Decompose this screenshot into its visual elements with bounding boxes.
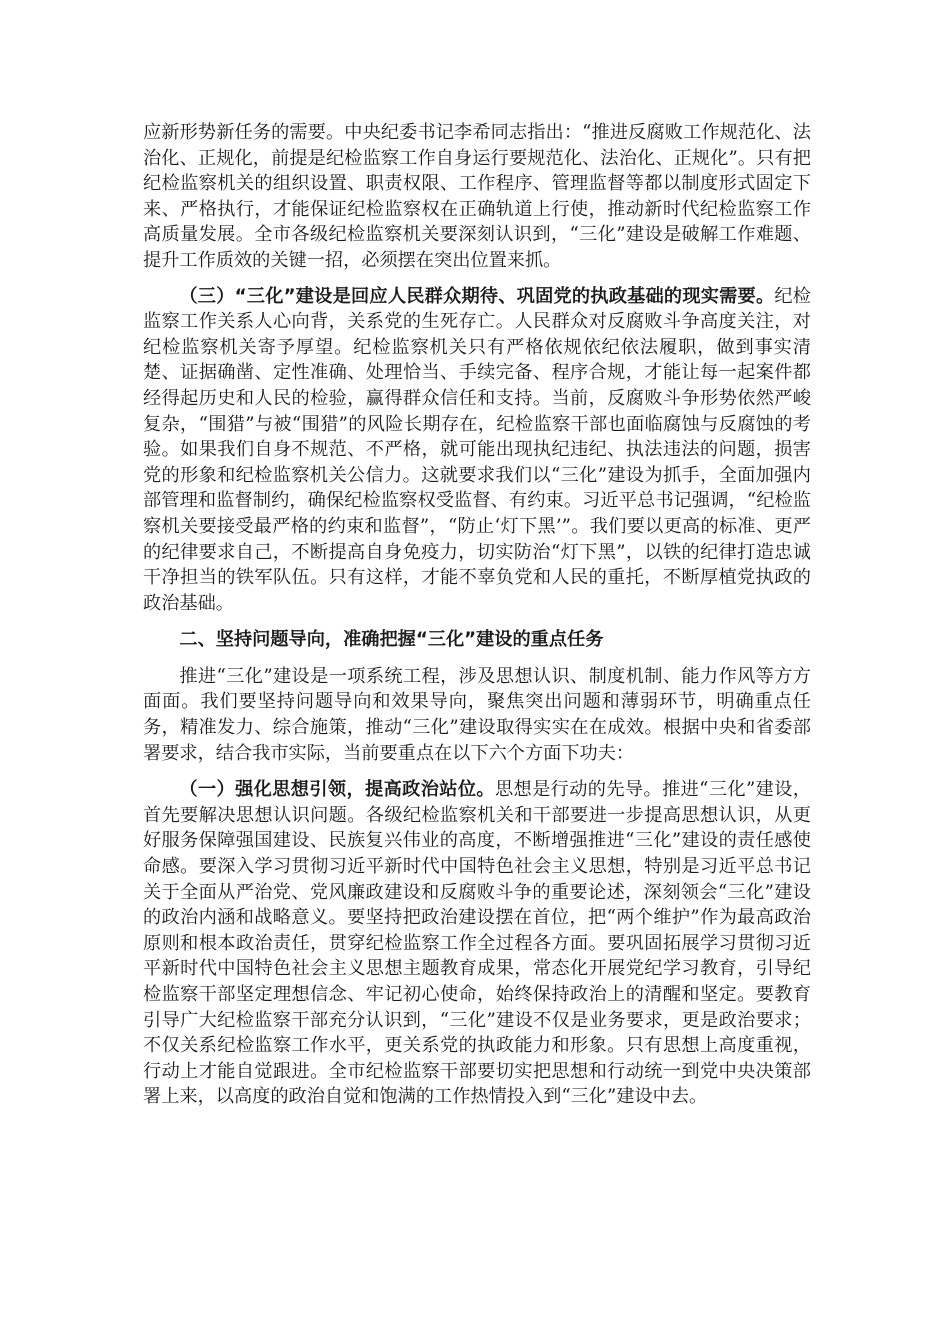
paragraph-task-1 <box>143 777 811 1110</box>
section-heading: 二、坚持问题导向，准确把握“三化”建设的重点任务 <box>179 629 604 651</box>
document-page <box>143 120 811 1110</box>
paragraph-intro: 推进“三化”建设是一项系统工程，涉及思想认识、制度机制、能力作风等方方面面。我们要坚持问题导向和效果导向，聚焦突出问题和薄弱环节，明确重点任务，精准发力、综合施策，推动“三化”建设取得实实在在成效。根据中央和省委部署要求，结合我市实际，当前要重点在以下六个方面下功夫： <box>143 665 811 764</box>
paragraph-section-3 <box>143 284 811 617</box>
paragraph-continuation: 应新形势新任务的需要。中央纪委书记李希同志指出：“推进反腐败工作规范化、法治化、正规化，前提是纪检监察工作自身运行要规范化、法治化、正规化”。只有把纪检监察机关的组织设置、职责权限、工作程序、管理监督等都以制度形式固定下来、严格执行，才能保证纪检监察权在正确轨道上行使，推动新时代纪检监察工作高质量发展。全市各级纪检监察机关要深刻认识到，“三化”建设是破解工作难题、提升工作质效的关键一招，必须摆在突出位置来抓。 <box>143 122 811 271</box>
paragraph-lead-heading: （三）“三化”建设是回应人民群众期待、巩固党的执政基础的现实需要。 <box>179 285 775 307</box>
paragraph-lead-heading: （一）强化思想引领，提高政治站位。 <box>179 779 495 801</box>
paragraph-body: 思想是行动的先导。推进“三化”建设，首先要解决思想认识问题。各级纪检监察机关和干部要进一步提高思想认识，从更好服务保障强国建设、民族复兴伟业的高度，不断增强推进“三化”建设的责任感使命感。要深入学习贯彻习近平新时代中国特色社会主义思想，特别是习近平总书记关于全面从严治党、党风廉政建设和反腐败斗争的重要论述，深刻领会“三化”建设的政治内涵和战略意义。要坚持把政治建设摆在首位，把“两个维护”作为最高政治原则和根本政治责任，贯穿纪检监察工作全过程各方面。要巩固拓展学习贯彻习近平新时代中国特色社会主义思想主题教育成果，常态化开展党纪学习教育，引导纪检监察干部坚定理想信念、牢记初心使命，始终保持政治上的清醒和坚定。要教育引导广大纪检监察干部充分认识到，“三化”建设不仅是业务要求，更是政治要求；不仅关系纪检监察工作水平，更关系党的执政能力和形象。只有思想上高度重视，行动上才能自觉跟进。全市纪检监察干部要切实把思想和行动统一到党中央决策部署上来，以高度的政治自觉和饱满的工作热情投入到“三化”建设中去。 <box>143 779 811 1108</box>
paragraph-body: 纪检监察工作关系人心向背，关系党的生死存亡。人民群众对反腐败斗争高度关注，对纪检监察机关寄予厚望。纪检监察机关只有严格依规依纪依法履职，做到事实清楚、证据确凿、定性准确、处理恰当、手续完备、程序合规，才能让每一起案件都经得起历史和人民的检验，赢得群众信任和支持。当前，反腐败斗争形势依然严峻复杂，“围猎”与被“围猎”的风险长期存在，纪检监察干部也面临腐蚀与反腐蚀的考验。如果我们自身不规范、不严格，就可能出现执纪违纪、执法违法的问题，损害党的形象和纪检监察机关公信力。这就要求我们以“三化”建设为抓手，全面加强内部管理和监督制约，确保纪检监察权受监督、有约束。习近平总书记强调，“纪检监察机关要接受最严格的约束和监督”，“防止‘灯下黑’”。我们要以更高的标准、更严的纪律要求自己，不断提高自身免疫力，切实防治“灯下黑”，以铁的纪律打造忠诚干净担当的铁军队伍。只有这样，才能不辜负党和人民的重托，不断厚植党执政的政治基础。 <box>143 285 811 614</box>
